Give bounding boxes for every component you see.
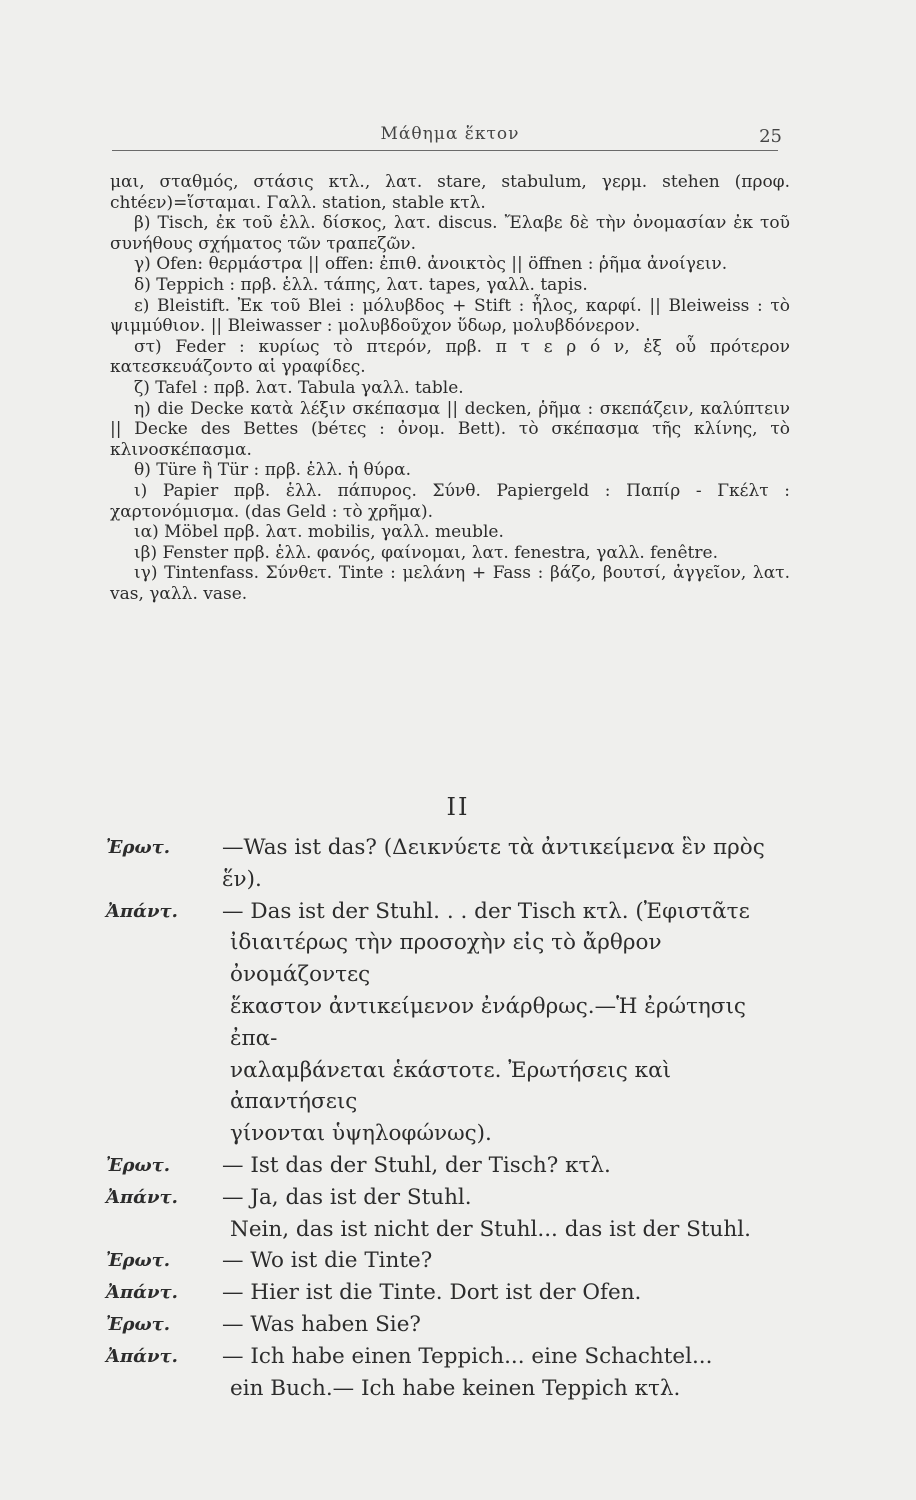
dialogue-text: — Ja, das ist der Stuhl.	[222, 1184, 472, 1210]
vocab-paragraph: ι) Papier πρβ. ἑλλ. πάπυρος. Σύνθ. Papiergeld : Παπίρ - Γκέλτ : χαρτονόμισμα. (das Geld : τὸ χρῆμα).	[110, 480, 790, 522]
speaker-label: Ἀπάντ.	[106, 900, 178, 922]
vocab-paragraph: ζ) Tafel : πρβ. λατ. Tabula γαλλ. table.	[134, 377, 464, 398]
page-number: 25	[759, 126, 782, 147]
vocab-paragraph: ιγ) Tintenfass. Σύνθετ. Tinte : μελάνη + Fass : βάζο, βουτσί, ἀγγεῖον, λατ. vas, γαλλ. vase.	[110, 563, 790, 604]
dialogue-continuation: Nein, das ist nicht der Stuhl... das ist der Stuhl.	[230, 1216, 751, 1242]
dialogue-continuation: ἰδιαιτέρως τὴν προσοχὴν εἰς τὸ ἄρθρον ὀνομάζοντες	[230, 930, 662, 988]
dialogue-line	[106, 1341, 796, 1373]
dialogue-line	[106, 1245, 796, 1277]
speaker-label: Ἀπάντ.	[106, 1186, 178, 1208]
dialogue-text: — Ist das der Stuhl, der Tisch? κτλ.	[222, 1152, 611, 1178]
dialogue-text: — Das ist der Stuhl. . . der Tisch κτλ. (Ἐφιστᾶτε	[222, 898, 750, 924]
dialogue-continuation: ναλαμβάνεται ἑκάστοτε. Ἐρωτήσεις καὶ ἀπαντήσεις	[230, 1057, 672, 1115]
speaker-label: Ἐρωτ.	[106, 1250, 171, 1272]
vocab-paragraph: γ) Ofen: θερμάστρα || offen: ἐπιθ. ἀνοικτὸς || öffnen : ῥῆμα ἀνοίγειν.	[134, 254, 728, 275]
dialogue	[106, 832, 796, 1404]
vocab-paragraph: ιβ) Fenster πρβ. ἑλλ. φανός, φαίνομαι, λατ. fenestra, γαλλ. fenêtre.	[134, 542, 718, 563]
dialogue-line	[106, 1150, 796, 1182]
speaker-label: Ἀπάντ.	[106, 1282, 178, 1304]
dialogue-line	[106, 1182, 796, 1214]
vocab-paragraph: η) die Decke κατὰ λέξιν σκέπασμα || decken, ῥῆμα : σκεπάζειν, καλύπτειν || Decke des Bettes (béτες : ὀνομ. Bett). τὸ σκέπασμα τῆς κλίνης, τὸ κλινοσκέπασμα.	[110, 398, 790, 460]
header-rule	[112, 150, 778, 151]
dialogue-line	[106, 1309, 796, 1341]
speaker-label: Ἐρωτ.	[106, 1154, 171, 1176]
dialogue-line	[106, 896, 796, 928]
dialogue-text: — Was haben Sie?	[222, 1311, 421, 1337]
running-title: Μάθημα ἕκτον	[380, 124, 520, 144]
speaker-label: Ἐρωτ.	[106, 1313, 171, 1335]
dialogue-continuation: γίνονται ὑψηλοφώνως).	[230, 1121, 492, 1147]
vocab-paragraph: στ) Feder : κυρίως τὸ πτερόν, πρβ. π τ ε ρ ό ν, ἐξ οὗ πρότερον κατεσκευάζοντο αἱ γραφίδες.	[110, 336, 790, 378]
vocab-paragraph: μαι, σταθμός, στάσις κτλ., λατ. stare, stabulum, γερμ. stehen (προφ. chtéεν)=ἵσταμαι. Γαλλ. station, stable κτλ.	[110, 172, 790, 213]
vocab-paragraph: β) Tisch, ἐκ τοῦ ἑλλ. δίσκος, λατ. discus. Ἔλαβε δὲ τὴν ὀνομασίαν ἐκ τοῦ συνήθους σχήματος τῶν τραπεζῶν.	[110, 213, 790, 254]
dialogue-line	[106, 1277, 796, 1309]
vocab-paragraph: δ) Teppich : πρβ. ἑλλ. τάπης, λατ. tapes, γαλλ. tapis.	[134, 274, 588, 295]
dialogue-text: —Was ist das? (Δεικνύετε τὰ ἀντικείμενα ἓν πρὸς ἕν).	[222, 835, 765, 892]
vocab-paragraph: ε) Bleistift. Ἐκ τοῦ Blei : μόλυβδος + Stift : ἧλος, καρφί. || Bleiweiss : τὸ ψιμμύθιον. || Bleiwasser : μολυβδοῦχον ὕδωρ, μολυβδόνερον.	[110, 295, 790, 337]
dialogue-line	[106, 832, 796, 896]
speaker-label: Ἐρωτ.	[106, 837, 171, 858]
vocabulary-notes	[110, 172, 790, 604]
vocab-paragraph: ια) Möbel πρβ. λατ. mobilis, γαλλ. meuble.	[134, 522, 504, 543]
dialogue-continuation: ein Buch.— Ich habe keinen Teppich κτλ.	[230, 1375, 681, 1401]
speaker-label: Ἀπάντ.	[106, 1345, 178, 1367]
dialogue-text: — Ich habe einen Teppich... eine Schachtel...	[222, 1343, 713, 1369]
dialogue-continuation: ἕκαστον ἀντικείμενον ἐνάρθρως.—Ἡ ἐρώτησις ἐπα-	[230, 993, 746, 1051]
dialogue-text: — Wo ist die Tinte?	[222, 1248, 433, 1274]
section-numeral: II	[446, 793, 470, 821]
vocab-paragraph: θ) Türe ἢ Tür : πρβ. ἑλλ. ἡ θύρα.	[134, 460, 412, 481]
dialogue-text: — Hier ist die Tinte. Dort ist der Ofen.	[222, 1280, 642, 1306]
